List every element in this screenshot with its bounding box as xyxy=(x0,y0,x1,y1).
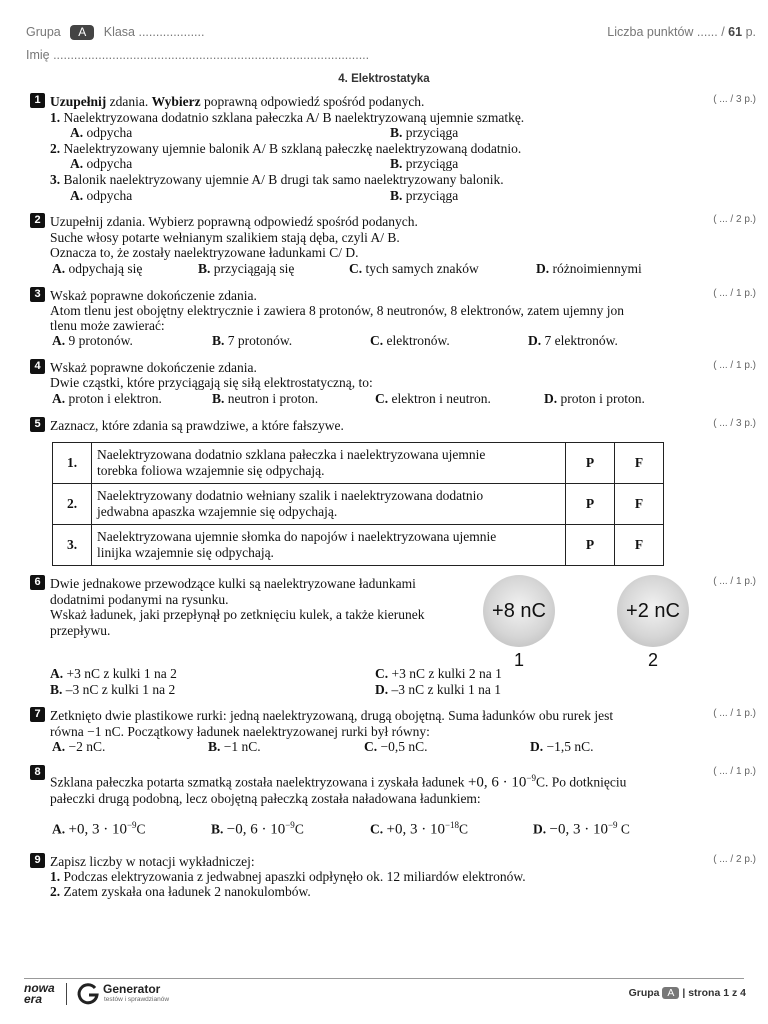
question-points: ( ... / 1 p.) xyxy=(713,360,756,371)
option-d[interactable]: D. proton i proton. xyxy=(544,391,645,406)
generator-logo-icon xyxy=(76,982,100,1006)
question-instruction: Wskaż poprawne dokończenie zdania. xyxy=(50,360,257,375)
question-points: ( ... / 1 p.) xyxy=(713,766,756,777)
option-c[interactable]: C. +3 nC z kulki 2 na 1 xyxy=(375,666,502,681)
option-a[interactable]: A. −2 nC. xyxy=(52,739,106,754)
option-a[interactable]: A. odpychają się xyxy=(52,261,143,276)
nowa-era-logo: nowa era xyxy=(24,981,55,1006)
option-c[interactable]: C. +0, $3 \cdot 10^{-18}C$ xyxy=(370,820,469,838)
option-b[interactable]: B. przyciąga xyxy=(390,125,459,140)
option-d[interactable]: D. –3 nC z kulki 1 na 1 xyxy=(375,682,501,697)
statement-cell: Naelektryzowana ujemnie słomka do napojów i naelektryzowana ujemnie linijka wzajemnie się odpychają. xyxy=(92,525,566,566)
footer-group-badge: A xyxy=(662,987,679,999)
footer-divider xyxy=(24,978,744,979)
page-title: 4. Elektrostatyka xyxy=(338,73,430,85)
question-text: Dwie cząstki, które przyciągają się siłą elektrostatyczną, to: xyxy=(50,375,373,390)
question-text: dodatnimi podanymi na rysunku. xyxy=(50,592,229,607)
question-number: 9 xyxy=(30,853,45,868)
option-a[interactable]: A. 9 protonów. xyxy=(52,333,133,348)
option-d[interactable]: D. 7 elektronów. xyxy=(528,333,618,348)
question-text: Zetknięto dwie plastikowe rurki: jedną naelektryzowaną, drugą obojętną. Suma ładunków obu rurek jest xyxy=(50,708,614,723)
option-d[interactable]: D. −1,5 nC. xyxy=(530,739,594,754)
option-b[interactable]: B. 7 protonów. xyxy=(212,333,293,348)
question-points: ( ... / 2 p.) xyxy=(713,854,756,865)
option-b[interactable]: B. przyciąga xyxy=(390,156,459,171)
points-total xyxy=(607,25,756,39)
option-d[interactable]: D. różnoimiennymi xyxy=(536,261,642,276)
statement: 3. Balonik naelektryzowany ujemnie A/ B drugi tak samo naelektryzowany balonik. xyxy=(50,172,504,187)
true-option[interactable]: P xyxy=(566,525,615,566)
class-field: Klasa ................... xyxy=(103,25,205,39)
row-number: 3. xyxy=(53,525,92,566)
option-b[interactable]: B. −1 nC. xyxy=(208,739,261,754)
points-value: 61 xyxy=(728,25,743,39)
footer-page-info: Grupa A | strona 1 z 4 xyxy=(628,987,746,999)
question-number: 1 xyxy=(30,93,45,108)
question-number: 2 xyxy=(30,213,45,228)
question-text: Wskaż ładunek, jaki przepłynął po zetknięciu kulek, a także kierunek xyxy=(50,607,425,622)
question-points: ( ... / 1 p.) xyxy=(713,576,756,587)
question-instruction: Zapisz liczby w notacji wykładniczej: xyxy=(50,854,255,869)
statement-cell: Naelektryzowany dodatnio wełniany szalik i naelektryzowana dodatnio jedwabna apaszka wzajemnie się odpychają. xyxy=(92,484,566,525)
option-b[interactable]: B. przyciąga xyxy=(390,188,459,203)
question-points: ( ... / 3 p.) xyxy=(713,94,756,105)
false-option[interactable]: F xyxy=(615,525,664,566)
option-d[interactable]: D. −0, $3 \cdot 10^{-9}$ C xyxy=(533,820,630,838)
question-text: przepływu. xyxy=(50,623,111,638)
false-option[interactable]: F xyxy=(615,443,664,484)
logo-divider xyxy=(66,983,67,1005)
points-suffix: p. xyxy=(745,25,756,39)
statement-cell: Naelektryzowana dodatnio szklana pałeczka i naelektryzowana ujemnie torebka foliowa wzajemnie się odpychają. xyxy=(92,443,566,484)
option-b[interactable]: B. neutron i proton. xyxy=(212,391,319,406)
false-option[interactable]: F xyxy=(615,484,664,525)
option-a[interactable]: A. proton i elektron. xyxy=(52,391,162,406)
group-label: Grupa xyxy=(26,25,61,39)
option-c[interactable]: C. tych samych znaków xyxy=(349,261,479,276)
question-points: ( ... / 2 p.) xyxy=(713,214,756,225)
generator-logo-text: Generator xyxy=(103,982,161,996)
row-number: 2. xyxy=(53,484,92,525)
charged-ball-2: +2 nC xyxy=(617,575,689,647)
question-points: ( ... / 3 p.) xyxy=(713,418,756,429)
table-row xyxy=(53,443,664,484)
option-a[interactable]: A. +0, $3 \cdot 10^{-9}C$ xyxy=(52,820,146,838)
true-option[interactable]: P xyxy=(566,484,615,525)
question-instruction: Wskaż poprawne dokończenie zdania. xyxy=(50,288,257,303)
option-b[interactable]: B. −0, $6 \cdot 10^{-9}C$ xyxy=(211,820,304,838)
question-text: Szklana pałeczka potarta szmatką została naelektryzowana i zyskała ładunek +0, $6 \cdot 10^{-9}C$. Po dotknięciu xyxy=(50,773,627,791)
option-a[interactable]: A. +3 nC z kulki 1 na 2 xyxy=(50,666,177,681)
group-badge: A xyxy=(70,25,94,40)
question-text: Oznacza to, że zostały naelektryzowane ładunkami C/ D. xyxy=(50,245,359,260)
statement: 1. Podczas elektryzowania z jedwabnej apaszki odpłynęło ok. 12 miliardów elektronów. xyxy=(50,869,526,884)
header-group-class xyxy=(26,25,204,40)
ball-1-label: 1 xyxy=(514,650,525,670)
question-points: ( ... / 1 p.) xyxy=(713,708,756,719)
question-text: równa −1 nC. Początkowy ładunek naelektryzowanej rurki był równy: xyxy=(50,724,430,739)
option-a[interactable]: A. odpycha xyxy=(70,188,133,203)
true-option[interactable]: P xyxy=(566,443,615,484)
question-instruction: Uzupełnij zdania. Wybierz poprawną odpowiedź spośród podanych. xyxy=(50,94,425,109)
name-field: Imię ........................................................................................... xyxy=(26,48,370,62)
question-text: Suche włosy potarte wełnianym szalikiem stają dęba, czyli A/ B. xyxy=(50,230,400,245)
option-b[interactable]: B. przyciągają się xyxy=(198,261,295,276)
question-text: Atom tlenu jest obojętny elektrycznie i zawiera 8 protonów, 8 neutronów, 8 elektronów, zatem ujemny jon xyxy=(50,303,624,318)
statement: 2. Naelektryzowany ujemnie balonik A/ B szklaną pałeczkę naelektryzowaną dodatnio. xyxy=(50,141,522,156)
row-number: 1. xyxy=(53,443,92,484)
question-points: ( ... / 1 p.) xyxy=(713,288,756,299)
question-instruction: Uzupełnij zdania. Wybierz poprawną odpowiedź spośród podanych. xyxy=(50,214,418,229)
points-label: Liczba punktów ...... / xyxy=(607,25,725,39)
charged-ball-1: +8 nC xyxy=(483,575,555,647)
generator-logo-subtitle: testów i sprawdzianów xyxy=(104,996,170,1003)
option-b[interactable]: B. –3 nC z kulki 1 na 2 xyxy=(50,682,176,697)
question-text: Dwie jednakowe przewodzące kulki są naelektryzowane ładunkami xyxy=(50,576,416,591)
ball-2-label: 2 xyxy=(648,650,659,670)
table-row xyxy=(53,484,664,525)
option-a[interactable]: A. odpycha xyxy=(70,156,133,171)
question-number: 4 xyxy=(30,359,45,374)
question-text: tlenu może zawierać: xyxy=(50,318,165,333)
true-false-table xyxy=(52,442,664,566)
table-row xyxy=(53,525,664,566)
statement: 2. Zatem zyskała ona ładunek 2 nanokulombów. xyxy=(50,884,311,899)
question-instruction: Zaznacz, które zdania są prawdziwe, a które fałszywe. xyxy=(50,418,344,433)
question-number: 7 xyxy=(30,707,45,722)
question-text: pałeczki drugą podobną, lecz obojętną pałeczką została naładowana ładunkiem: xyxy=(50,791,481,806)
option-c[interactable]: C. −0,5 nC. xyxy=(364,739,428,754)
question-number: 3 xyxy=(30,287,45,302)
option-a[interactable]: A. odpycha xyxy=(70,125,133,140)
question-number: 5 xyxy=(30,417,45,432)
option-c[interactable]: C. elektronów. xyxy=(370,333,450,348)
question-number: 8 xyxy=(30,765,45,780)
statement: 1. Naelektryzowana dodatnio szklana pałeczka A/ B naelektryzowaną ujemnie szmatkę. xyxy=(50,110,525,125)
question-number: 6 xyxy=(30,575,45,590)
option-c[interactable]: C. elektron i neutron. xyxy=(375,391,491,406)
